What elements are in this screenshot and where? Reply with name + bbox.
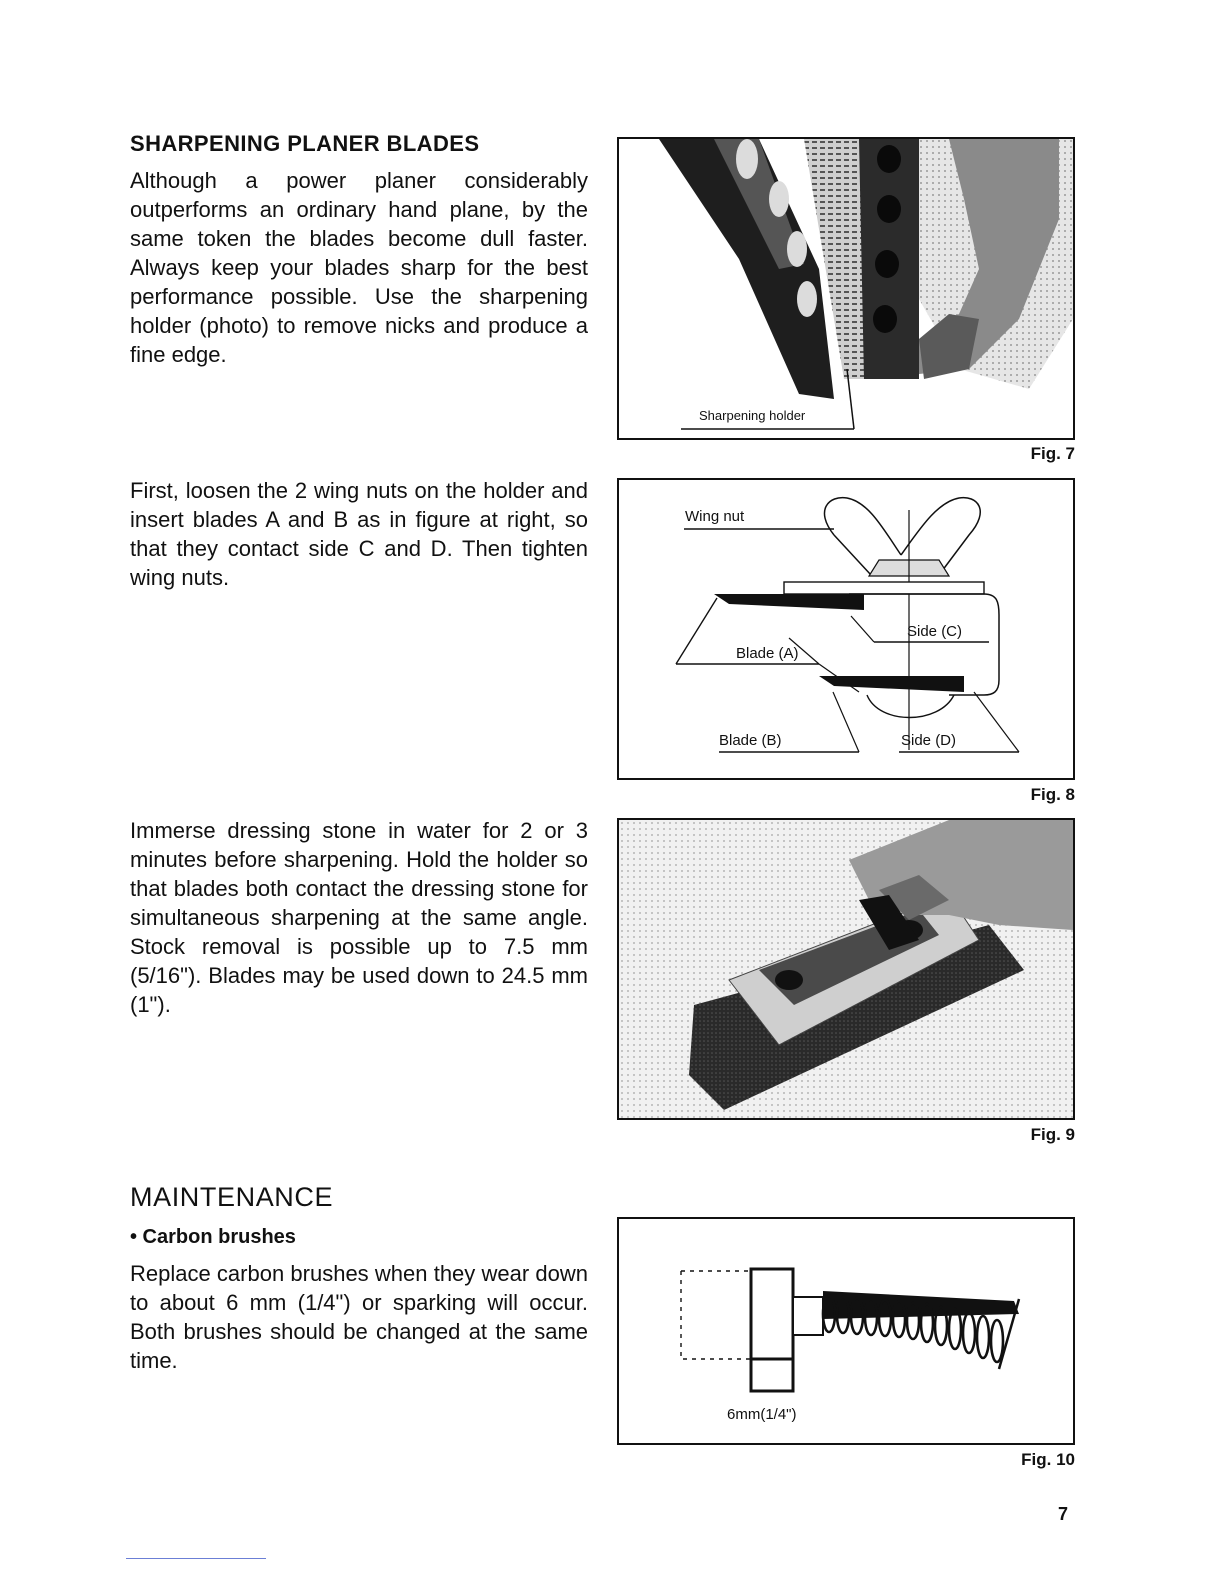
paragraph-wing-nuts: First, loosen the 2 wing nuts on the holder and insert blades A and B as in figure at right, so that they contact side C and D. Then tighten wing nuts. xyxy=(130,478,588,590)
label-side-c: Side (C) xyxy=(907,623,963,640)
figure-9-photo xyxy=(617,818,1075,1120)
label-side-d: Side (D) xyxy=(901,732,957,749)
figure-9-label: Fig. 9 xyxy=(1030,1125,1075,1144)
figure-7-photo xyxy=(617,137,1075,440)
callout-sharpening-holder: Sharpening holder xyxy=(699,408,806,423)
carbon-brush-illustration xyxy=(619,1219,1073,1443)
blade-holder-diagram xyxy=(619,480,1073,778)
label-blade-b: Blade (B) xyxy=(719,732,782,749)
figure-7-label: Fig. 7 xyxy=(1030,444,1075,463)
figure-8-label: Fig. 8 xyxy=(1030,785,1075,804)
figure-10-label: Fig. 10 xyxy=(1021,1450,1075,1469)
figure-8-diagram xyxy=(617,478,1075,780)
figure-10-diagram xyxy=(617,1217,1075,1445)
subheading-carbon-brushes: • Carbon brushes xyxy=(130,1226,296,1248)
footer-rule xyxy=(126,1558,266,1559)
label-wing-nut: Wing nut xyxy=(685,508,745,525)
sharpening-holder-illustration xyxy=(619,139,1073,438)
dressing-stone-illustration xyxy=(619,820,1073,1118)
paragraph-carbon-brushes: Replace carbon brushes when they wear down to about 6 mm (1/4") or sparking will occur. Both brushes should be changed at the same time. xyxy=(130,1261,588,1373)
label-6mm-dimension: 6mm(1/4") xyxy=(727,1406,797,1423)
section-heading-sharpening: SHARPENING PLANER BLADES xyxy=(130,131,480,156)
section-heading-maintenance: MAINTENANCE xyxy=(130,1182,334,1212)
paragraph-dressing-stone: Immerse dressing stone in water for 2 or 3 minutes before sharpening. Hold the holder so that blades both contact the dressing stone for simultaneous sharpening at the same angle. Stock removal is possible up to 7.5 mm (5/16"). Blades may be used down to 24.5 mm (1"). xyxy=(130,818,588,1017)
label-blade-a: Blade (A) xyxy=(736,645,799,662)
paragraph-intro: Although a power planer considerably outperforms an ordinary hand plane, by the same token the blades become dull faster. Always keep your blades sharp for the best performance possible. Use the sharpening holder (photo) to remove nicks and produce a fine edge. xyxy=(130,168,588,367)
page-number: 7 xyxy=(1058,1504,1069,1524)
